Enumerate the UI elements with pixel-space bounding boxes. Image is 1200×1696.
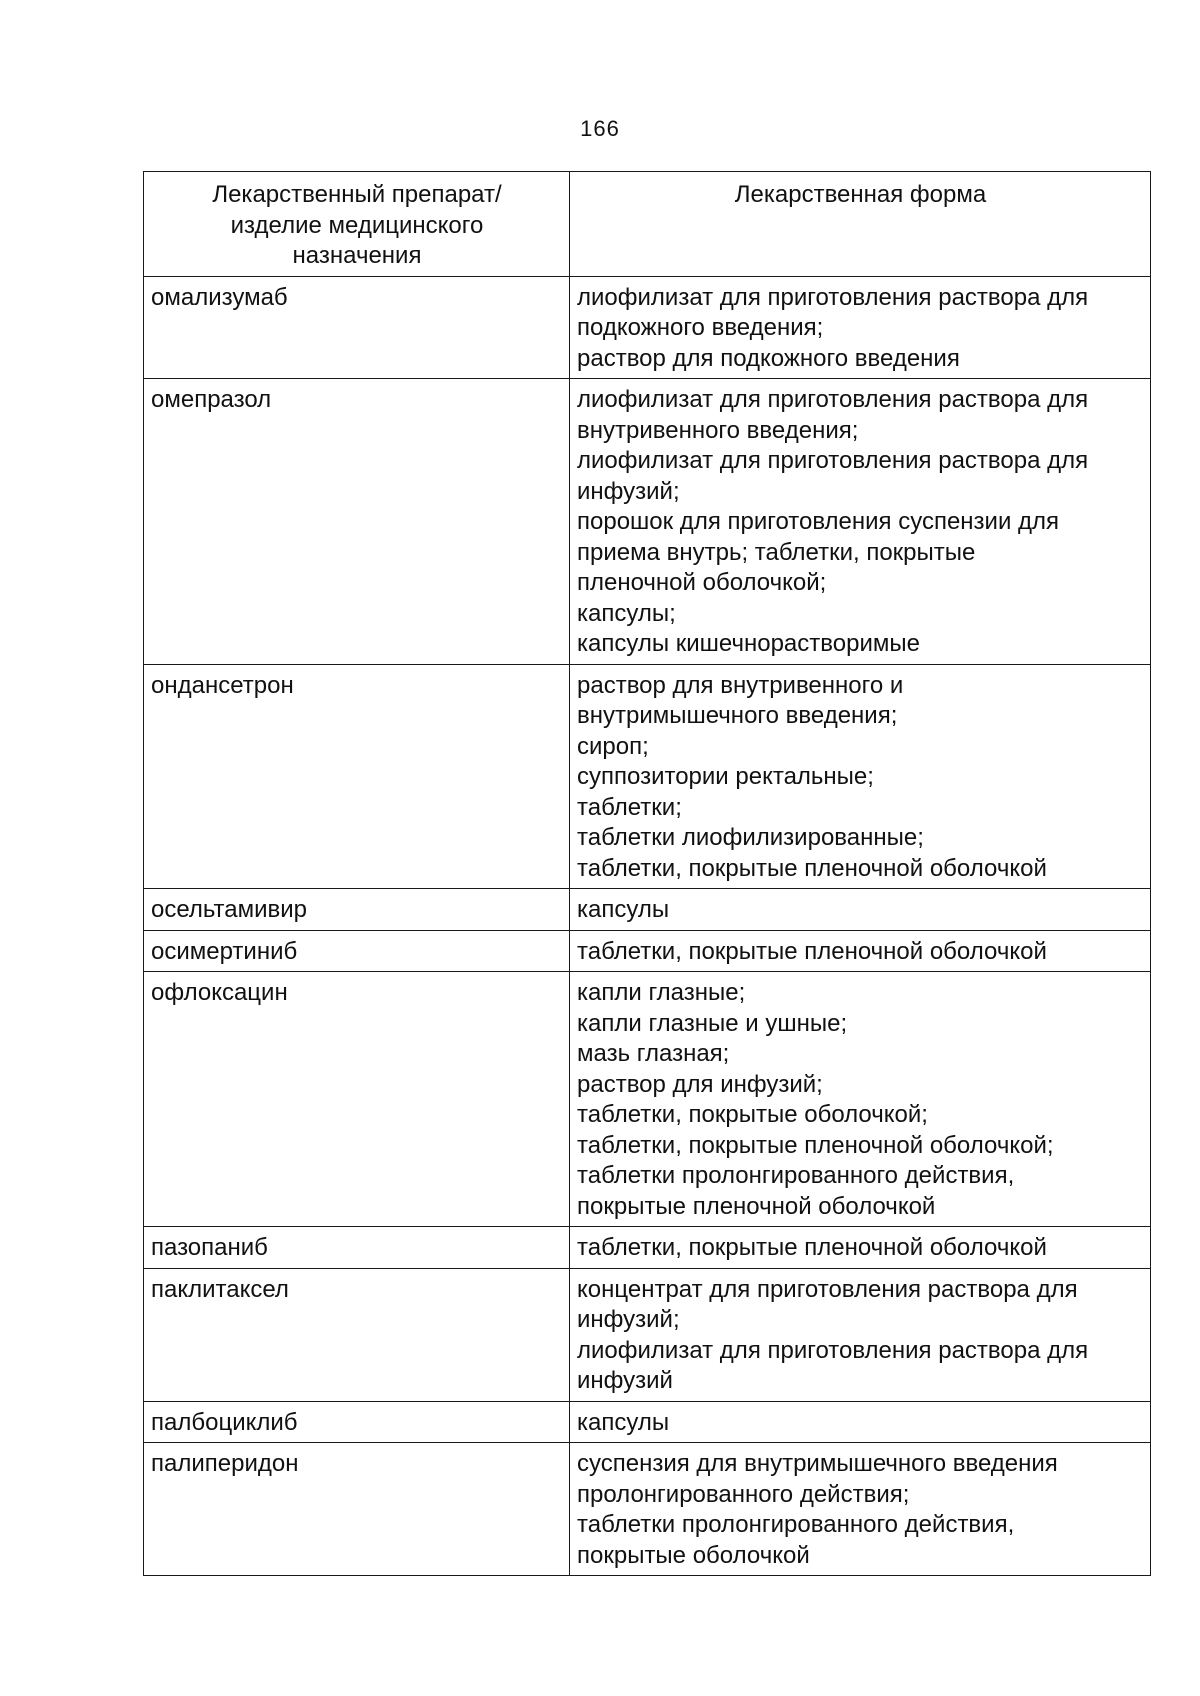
table-body: [144, 276, 1151, 1576]
dosage-form-line: инфузий;: [577, 1306, 680, 1333]
dosage-form-line: пленочной оболочкой;: [577, 569, 827, 596]
drug-header-line: изделие медицинского: [230, 211, 484, 239]
drug-name-cell: палиперидон: [144, 1443, 570, 1576]
dosage-form-line: капли глазные;: [577, 979, 746, 1006]
table-row: [144, 664, 1151, 889]
dosage-form-line: капсулы: [577, 896, 670, 923]
dosage-form-cell: [570, 972, 1151, 1227]
dosage-form-line: лиофилизат для приготовления раствора для: [577, 283, 1089, 311]
drug-name-cell: ондансетрон: [144, 664, 570, 889]
dosage-form-line: таблетки, покрытые оболочкой;: [577, 1101, 928, 1128]
dosage-form-cell: [570, 1227, 1151, 1269]
dosage-form-line: приема внутрь; таблетки, покрытые: [577, 538, 976, 566]
drug-name-cell: омепразол: [144, 379, 570, 665]
drug-name-cell: омализумаб: [144, 276, 570, 379]
dosage-form-line: капли глазные и ушные;: [577, 1009, 848, 1037]
dosage-form-line: таблетки пролонгированного действия,: [577, 1162, 1015, 1189]
table-row: [144, 276, 1151, 379]
drug-name-cell: палбоциклиб: [144, 1401, 570, 1443]
dosage-form-line: концентрат для приготовления раствора для: [577, 1275, 1078, 1303]
drug-header-line: Лекарственный препарат/: [212, 181, 502, 208]
dosage-form-line: инфузий: [577, 1367, 673, 1394]
drug-column-header: [144, 172, 570, 277]
dosage-form-cell: [570, 664, 1151, 889]
dosage-form-cell: [570, 1401, 1151, 1443]
dosage-form-line: капсулы кишечнорастворимые: [577, 630, 920, 657]
dosage-form-line: таблетки пролонгированного действия,: [577, 1511, 1015, 1538]
dosage-form-line: мазь глазная;: [577, 1040, 730, 1067]
drug-header-line: назначения: [292, 242, 422, 269]
dosage-form-line: лиофилизат для приготовления раствора для: [577, 386, 1089, 413]
dosage-form-line: лиофилизат для приготовления раствора для: [577, 1336, 1089, 1364]
dosage-form-line: лиофилизат для приготовления раствора для: [577, 447, 1089, 474]
dosage-form-line: суппозитории ректальные;: [577, 763, 874, 790]
dosage-form-line: покрытые оболочкой: [577, 1541, 810, 1569]
dosage-form-line: подкожного введения;: [577, 314, 824, 341]
dosage-form-line: внутримышечного введения;: [577, 702, 898, 729]
dosage-form-line: таблетки, покрытые пленочной оболочкой: [577, 854, 1047, 882]
form-column-header: Лекарственная форма: [570, 172, 1151, 277]
dosage-form-line: таблетки, покрытые пленочной оболочкой: [577, 1234, 1047, 1261]
table-row: [144, 1401, 1151, 1443]
dosage-form-line: порошок для приготовления суспензии для: [577, 508, 1060, 535]
dosage-form-cell: [570, 379, 1151, 665]
dosage-form-line: раствор для подкожного введения: [577, 344, 960, 372]
dosage-form-cell: [570, 1443, 1151, 1576]
table-row: [144, 889, 1151, 931]
dosage-form-cell: [570, 889, 1151, 931]
page-number: 166: [580, 116, 620, 141]
drug-forms-table: [143, 171, 1151, 1576]
dosage-form-line: раствор для внутривенного и: [577, 671, 904, 699]
table-row: [144, 379, 1151, 665]
drug-name-cell: пазопаниб: [144, 1227, 570, 1269]
dosage-form-line: таблетки лиофилизированные;: [577, 824, 924, 851]
drug-name-cell: офлоксацин: [144, 972, 570, 1227]
table-row: [144, 930, 1151, 972]
dosage-form-cell: [570, 276, 1151, 379]
dosage-form-line: пролонгированного действия;: [577, 1480, 910, 1508]
dosage-form-line: инфузий;: [577, 477, 680, 505]
dosage-form-line: капсулы: [577, 1408, 670, 1436]
drug-name-cell: паклитаксел: [144, 1268, 570, 1401]
dosage-form-line: таблетки;: [577, 793, 682, 821]
dosage-form-line: внутривенного введения;: [577, 416, 859, 444]
dosage-form-line: сироп;: [577, 732, 649, 760]
drug-name-cell: осельтамивир: [144, 889, 570, 931]
dosage-form-cell: [570, 930, 1151, 972]
dosage-form-line: раствор для инфузий;: [577, 1070, 823, 1098]
dosage-form-line: таблетки, покрытые пленочной оболочкой: [577, 937, 1047, 965]
dosage-form-line: таблетки, покрытые пленочной оболочкой;: [577, 1131, 1054, 1159]
drug-name-cell: осимертиниб: [144, 930, 570, 972]
dosage-form-line: капсулы;: [577, 599, 676, 627]
dosage-form-line: покрытые пленочной оболочкой: [577, 1192, 936, 1220]
table-row: [144, 1268, 1151, 1401]
dosage-form-cell: [570, 1268, 1151, 1401]
table-row: [144, 1443, 1151, 1576]
table-header-row: [144, 172, 1151, 277]
table-row: [144, 1227, 1151, 1269]
table-row: [144, 972, 1151, 1227]
dosage-form-line: суспензия для внутримышечного введения: [577, 1450, 1058, 1477]
